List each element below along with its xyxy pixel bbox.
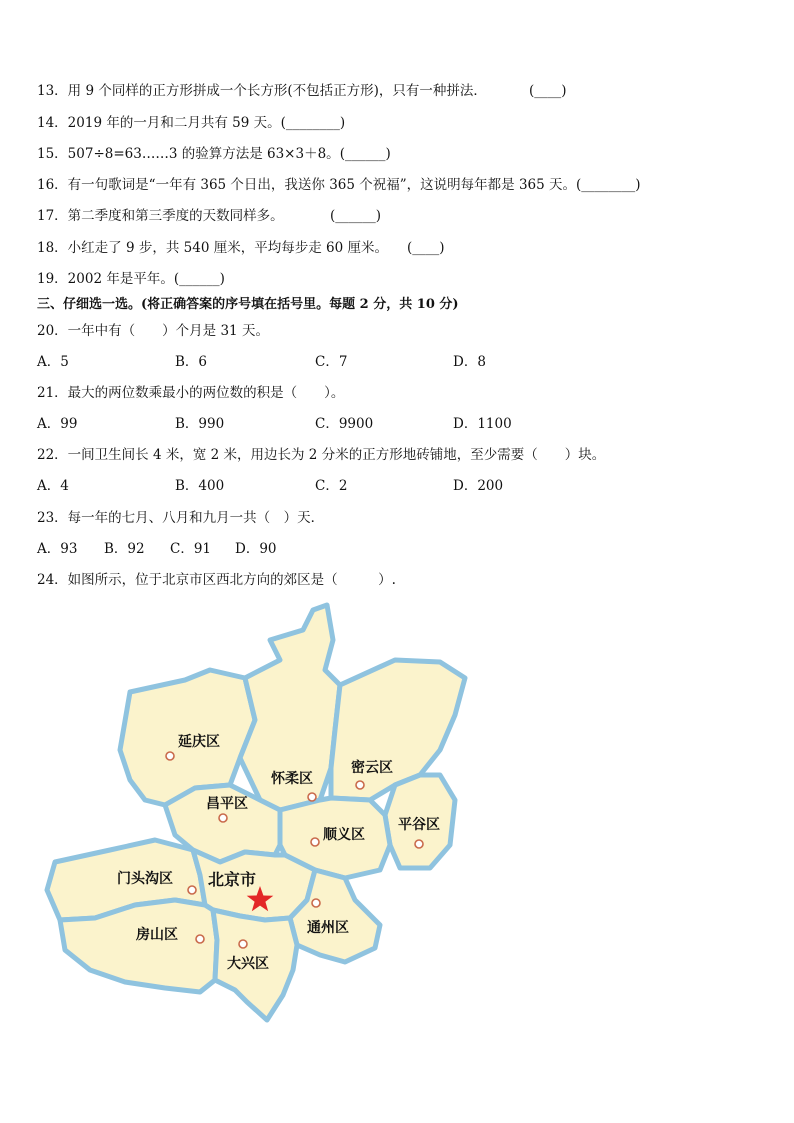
label-daxing: 大兴区	[227, 956, 269, 972]
district-marker-icon	[312, 899, 320, 907]
section-heading: 三、仔细选一选。(将正确答案的序号填在括号里。每题 2 分，共 10 分)	[37, 297, 459, 312]
question-17	[37, 207, 382, 225]
label-pinggu: 平谷区	[398, 817, 440, 833]
district-marker-icon	[308, 793, 316, 801]
label-yanqing: 延庆区	[178, 734, 220, 750]
question-24: 24．如图所示，位于北京市区西北方向的郊区是（ ）.	[37, 572, 396, 588]
answer-blank[interactable]: (________)	[280, 115, 346, 131]
answer-blank[interactable]: (____)	[407, 240, 445, 256]
label-fangshan: 房山区	[136, 927, 178, 943]
question-text: 15．507÷8=63……3 的验算方法是 63×3＋8。	[37, 146, 340, 162]
question-22: 22．一间卫生间长 4 米，宽 2 米，用边长为 2 分米的正方形地砖铺地，至少需要（ ）块。	[37, 447, 606, 463]
district-marker-icon	[415, 840, 423, 848]
question-20: 20．一年中有（ ）个月是 31 天。	[37, 323, 269, 339]
question-19	[37, 270, 225, 288]
answer-blank[interactable]: (______)	[173, 271, 225, 287]
label-miyun: 密云区	[351, 760, 393, 776]
district-marker-icon	[239, 940, 247, 948]
option-b[interactable]: B．92	[104, 541, 145, 557]
option-a[interactable]: A．5	[37, 354, 69, 370]
district-marker-icon	[188, 886, 196, 894]
option-d[interactable]: D．200	[453, 478, 504, 494]
question-16	[37, 176, 641, 194]
option-d[interactable]: D．8	[453, 354, 486, 370]
option-c[interactable]: C．7	[315, 354, 348, 370]
question-text: 19．2002 年是平年。	[37, 271, 174, 287]
question-21: 21．最大的两位数乘最小的两位数的积是（ ）。	[37, 385, 345, 401]
label-huairou: 怀柔区	[271, 771, 313, 787]
district-marker-icon	[219, 814, 227, 822]
option-c[interactable]: C．91	[170, 541, 212, 557]
option-a[interactable]: A．4	[37, 478, 69, 494]
answer-blank[interactable]: (________)	[576, 177, 641, 193]
question-text: 17．第二季度和第三季度的天数同样多。	[37, 208, 284, 224]
district-marker-icon	[356, 781, 364, 789]
option-a[interactable]: A．93	[37, 541, 78, 557]
question-23: 23．每一年的七月、八月和九月一共（ ）天．	[37, 510, 325, 526]
label-tongzhou: 通州区	[307, 920, 349, 936]
option-c[interactable]: C．9900	[315, 416, 374, 432]
district-marker-icon	[311, 838, 319, 846]
answer-blank[interactable]: (______)	[339, 146, 391, 162]
option-d[interactable]: D．90	[235, 541, 277, 557]
option-b[interactable]: B．990	[175, 416, 225, 432]
beijing-district-map	[35, 600, 525, 1030]
option-c[interactable]: C．2	[315, 478, 348, 494]
label-mentougou: 门头沟区	[117, 871, 173, 887]
answer-blank[interactable]: (____)	[529, 83, 567, 99]
district-marker-icon	[166, 752, 174, 760]
question-text: 13．用 9 个同样的正方形拼成一个长方形(不包括正方形)，只有一种拼法．	[37, 83, 487, 99]
question-14	[37, 114, 345, 132]
option-b[interactable]: B．6	[175, 354, 208, 370]
question-text: 18．小红走了 9 步，共 540 厘米，平均每步走 60 厘米。	[37, 240, 388, 256]
option-d[interactable]: D．1100	[453, 416, 512, 432]
option-a[interactable]: A．99	[37, 416, 78, 432]
label-changping: 昌平区	[206, 796, 248, 812]
district-marker-icon	[196, 935, 204, 943]
label-beijing-city: 北京市	[208, 870, 257, 889]
label-shunyi: 顺义区	[323, 827, 365, 843]
question-18	[37, 239, 445, 257]
question-15	[37, 145, 391, 163]
question-13	[37, 82, 567, 100]
question-text: 14．2019 年的一月和二月共有 59 天。	[37, 115, 281, 131]
question-text: 16．有一句歌词是“一年有 365 个日出，我送你 365 个祝福”，这说明每年都是 365 天。	[37, 177, 577, 193]
option-b[interactable]: B．400	[175, 478, 225, 494]
answer-blank[interactable]: (______)	[330, 208, 382, 224]
